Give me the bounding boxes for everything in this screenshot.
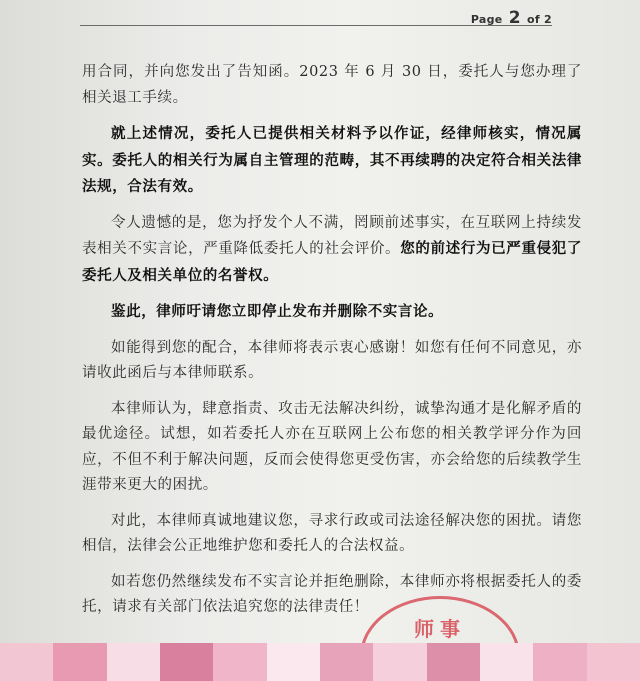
mosaic-cell: [587, 643, 640, 681]
emphasized-text: 鉴此，律师吁请您立即停止发布并删除不实言论。: [111, 303, 444, 320]
letter-paragraph: [82, 570, 582, 621]
mosaic-cell: [320, 643, 373, 681]
emphasized-text: 您的前述行为已严重侵犯了委托人及相关单位的名誉权。: [82, 240, 582, 284]
mosaic-cell: [107, 643, 160, 681]
mosaic-cell: [427, 643, 480, 681]
paragraph-text: 令人遗憾的是，您为抒发个人不满，罔顾前述事实，在互联网上持续发表相关不实言论，严重降低委托人的社会评价。: [82, 214, 582, 257]
page-prefix: Page: [470, 13, 503, 26]
letter-paragraph: [82, 211, 582, 290]
page-number: 2: [508, 8, 521, 28]
paragraph-text: 用合同，并向您发出了告知函。2023 年 6 月 30 日，委托人与您办理了相关退工手续。: [82, 64, 582, 106]
paragraph-text: 如能得到您的配合，本律师将表示衷心感谢！如您有任何不同意见，亦请收此函后与本律师联系。: [82, 339, 582, 381]
emphasized-text: 就上述情况，委托人已提供相关材料予以作证，经律师核实，情况属实。委托人的相关行为属自主管理的范畴，其不再续聘的决定符合相关法律法规，合法有效。: [82, 125, 582, 195]
letter-paragraph: [82, 397, 582, 499]
stamp-text: 师事: [414, 617, 466, 641]
paragraph-text: 本律师认为，肆意指责、攻击无法解决纠纷，诚挚沟通才是化解矛盾的最优途径。试想，如若委托人亦在互联网上公布您的相关教学评分作为回应，不但不利于解决问题，反而会使得您更受伤害，亦会给您的后续教学生涯带来更大的困扰。: [82, 400, 582, 493]
mosaic-cell: [480, 643, 533, 681]
letter-body: [82, 60, 582, 631]
paragraph-text: 如若您仍然继续发布不实言论并拒绝删除，本律师亦将根据委托人的委托，请求有关部门依法追究您的法律责任！: [82, 573, 582, 615]
letter-paragraph: [82, 60, 582, 111]
mosaic-cell: [0, 643, 53, 681]
letter-paragraph: [82, 299, 582, 326]
letter-paragraph: [82, 336, 582, 387]
paragraph-text: 对此，本律师真诚地建议您，寻求行政或司法途径解决您的困扰。请您相信，法律会公正地维护您和委托人的合法权益。: [82, 512, 582, 554]
mosaic-cell: [533, 643, 586, 681]
mosaic-cell: [213, 643, 266, 681]
mosaic-cell: [53, 643, 106, 681]
page-total: of 2: [526, 13, 552, 26]
mosaic-cell: [160, 643, 213, 681]
letter-paragraph: [82, 121, 582, 201]
header-divider: [80, 25, 552, 26]
mosaic-cell: [267, 643, 320, 681]
pixelated-redaction: [0, 643, 640, 681]
mosaic-cell: [373, 643, 426, 681]
letter-paragraph: [82, 509, 582, 560]
